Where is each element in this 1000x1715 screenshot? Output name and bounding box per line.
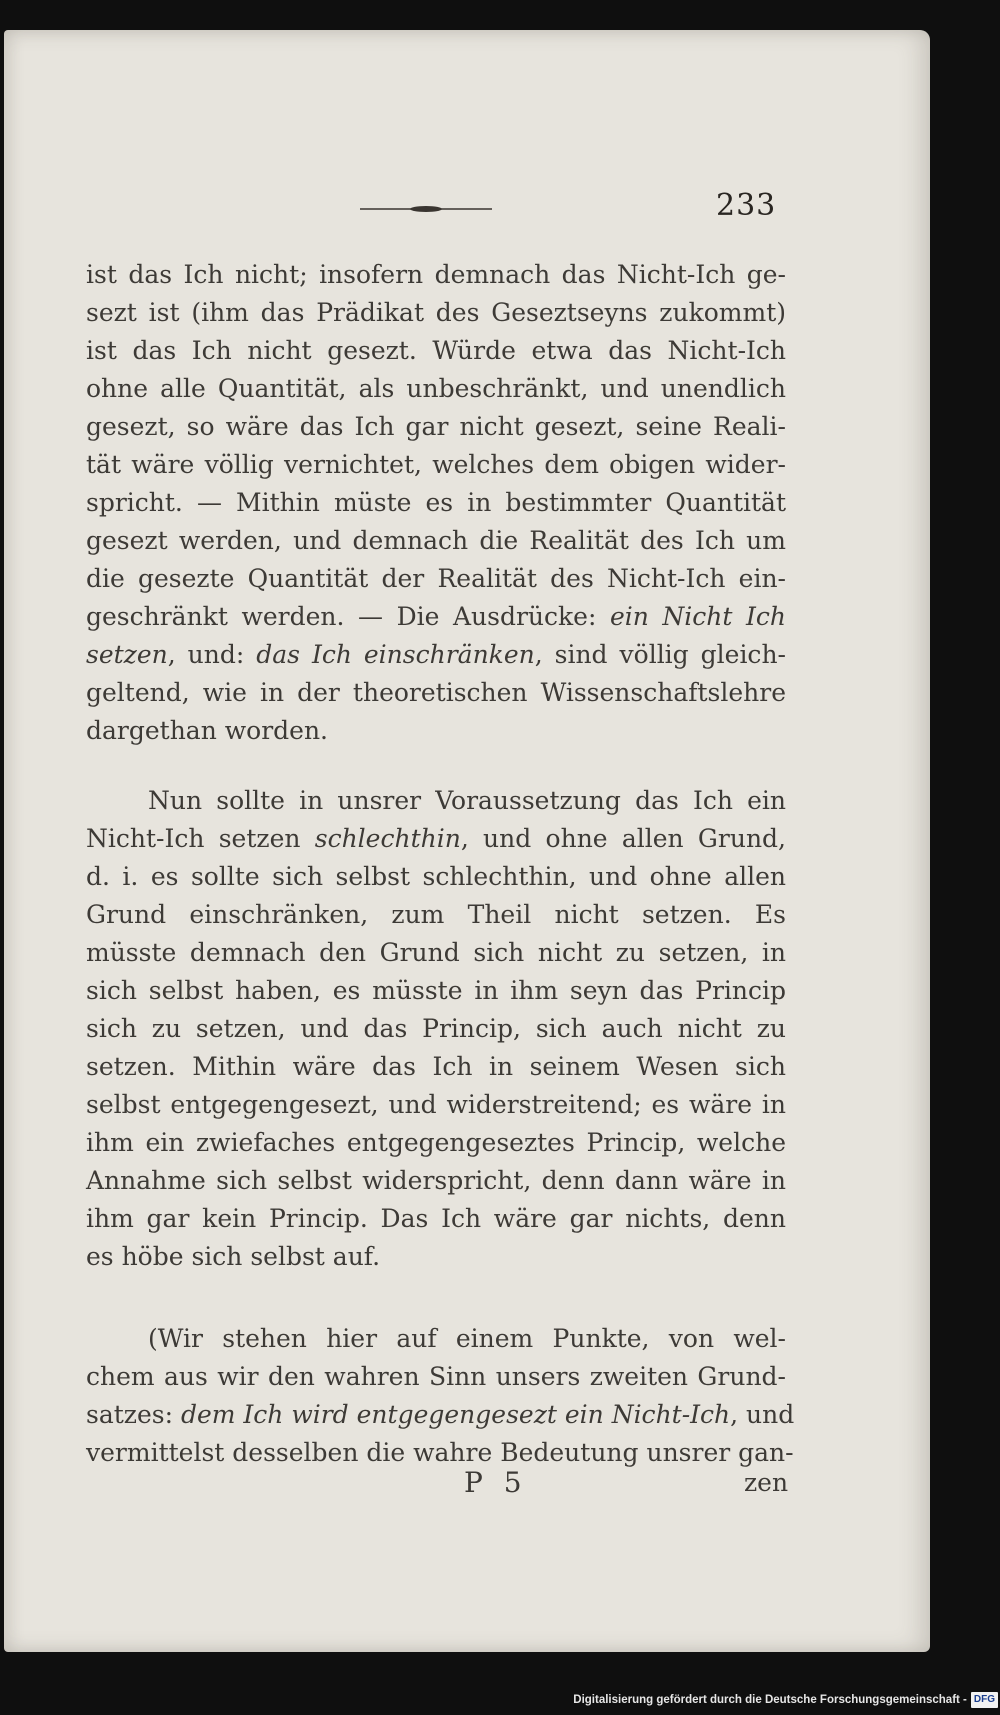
text-run: (Wir stehen hier auf einem Punkte, von wel- [148, 1324, 786, 1353]
text-run: ist das Ich nicht gesezt. Würde etwa das Nicht-Ich [86, 336, 786, 365]
text-line [86, 1320, 786, 1358]
text-line [86, 1048, 786, 1086]
text-run: , und ohne allen Grund, [460, 824, 787, 853]
text-run: chem aus wir den wahren Sinn unsers zweiten Grund- [86, 1362, 786, 1391]
text-line [86, 972, 786, 1010]
text-line [86, 1200, 786, 1238]
text-line [86, 1238, 786, 1276]
text-line [86, 294, 786, 332]
text-line [86, 636, 786, 674]
text-run: sezt ist (ihm das Prädikat des Geseztseyns zukommt) [86, 298, 786, 327]
text-line [86, 408, 786, 446]
text-line [86, 674, 786, 712]
italic-text-run: setzen [86, 640, 168, 669]
text-line [86, 1358, 786, 1396]
text-line [86, 560, 786, 598]
text-run: gesezt, so wäre das Ich gar nicht gesezt, seine Reali- [86, 412, 786, 441]
text-run: ohne alle Quantität, als unbeschränkt, und unendlich [86, 374, 786, 403]
text-run: tät wäre völlig vernichtet, welches dem obigen wider- [86, 450, 786, 479]
text-run: , und: [167, 640, 257, 669]
italic-text-run: dem Ich wird entgegengesezt ein Nicht-Ich [180, 1400, 731, 1429]
text-run: satzes: [86, 1400, 181, 1429]
text-line [86, 522, 786, 560]
text-run: Nun sollte in unsrer Voraussetzung das Ich ein [148, 786, 786, 815]
digitization-credit [573, 1690, 998, 1710]
header-ornament-rule [360, 205, 492, 213]
text-run: , und [730, 1400, 795, 1429]
text-run: gesezt werden, und demnach die Realität des Ich um [86, 526, 786, 555]
text-line [86, 598, 786, 636]
paragraph-1 [86, 256, 786, 750]
text-run: geltend, wie in der theoretischen Wissenschaftslehre [86, 678, 786, 707]
page-number: 233 [716, 188, 777, 223]
italic-text-run: ein Nicht Ich [609, 602, 786, 631]
page-footer-marks [4, 1466, 930, 1506]
text-line [86, 1162, 786, 1200]
text-line [86, 1086, 786, 1124]
text-run: Nicht-Ich setzen [86, 824, 315, 853]
text-line [86, 1124, 786, 1162]
text-run: geschränkt werden. — Die Ausdrücke: [86, 602, 610, 631]
catchword: zen [744, 1468, 789, 1497]
text-run: sich zu setzen, und das Princip, sich auch nicht zu [86, 1014, 786, 1043]
text-line [86, 370, 786, 408]
dfg-logo: DFG [971, 1692, 998, 1708]
text-run: setzen. Mithin wäre das Ich in seinem Wesen sich [86, 1052, 786, 1081]
text-run: , sind völlig gleich- [534, 640, 786, 669]
text-run: es höbe sich selbst auf. [86, 1242, 381, 1271]
text-line [86, 484, 786, 522]
text-run: spricht. — Mithin müste es in bestimmter Quantität [86, 488, 786, 517]
text-line [86, 896, 786, 934]
text-line [86, 1396, 795, 1434]
text-run: Grund einschränken, zum Theil nicht setzen. Es [86, 900, 786, 929]
text-run: vermittelst desselben die wahre Bedeutung unsrer gan- [86, 1438, 794, 1467]
text-run: Annahme sich selbst widerspricht, denn dann wäre in [86, 1166, 786, 1195]
credit-text: Digitalisierung gefördert durch die Deutsche Forschungsgemeinschaft - [573, 1694, 967, 1706]
text-run: sich selbst haben, es müsste in ihm seyn das Princip [86, 976, 786, 1005]
text-line [86, 782, 786, 820]
text-run: d. i. es sollte sich selbst schlechthin, und ohne allen [86, 862, 786, 891]
text-run: die gesezte Quantität der Realität des Nicht-Ich ein- [86, 564, 786, 593]
text-run: selbst entgegengesezt, und widerstreitend; es wäre in [86, 1090, 786, 1119]
italic-text-run: schlechthin [314, 824, 461, 853]
paragraph-3 [86, 1320, 795, 1472]
text-run: dargethan worden. [86, 716, 329, 745]
italic-text-run: das Ich einschränken [256, 640, 535, 669]
text-line [86, 712, 786, 750]
signature-mark: P 5 [464, 1466, 528, 1499]
text-line [86, 446, 786, 484]
text-line [86, 332, 786, 370]
text-run: ist das Ich nicht; insofern demnach das Nicht-Ich ge- [86, 260, 786, 289]
book-page [4, 30, 930, 1652]
text-run: müsste demnach den Grund sich nicht zu setzen, in [86, 938, 786, 967]
text-line [86, 1010, 786, 1048]
text-line [86, 256, 786, 294]
paragraph-2 [86, 782, 786, 1276]
text-line [86, 820, 786, 858]
text-line [86, 934, 786, 972]
text-run: ihm gar kein Princip. Das Ich wäre gar nichts, denn [86, 1204, 786, 1233]
text-line [86, 858, 786, 896]
text-run: ihm ein zwiefaches entgegengeseztes Princip, welche [86, 1128, 786, 1157]
